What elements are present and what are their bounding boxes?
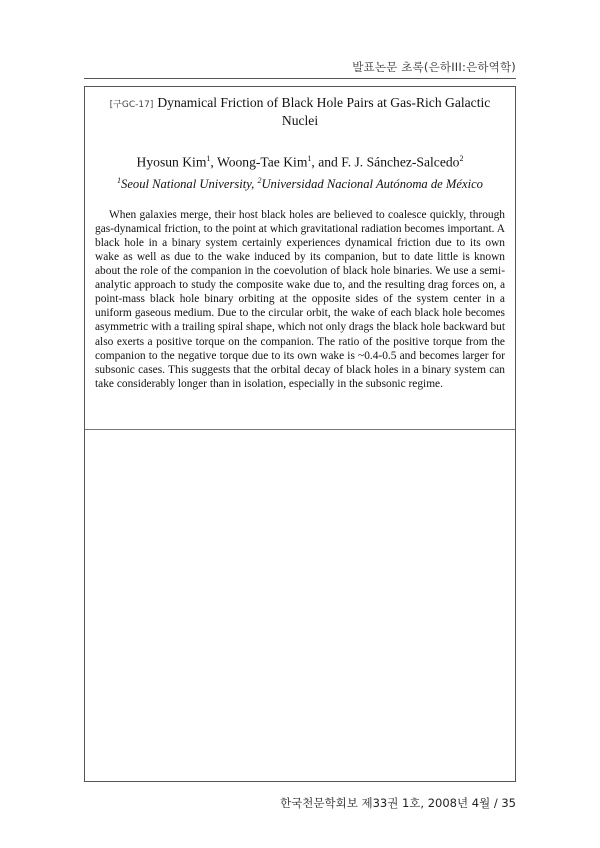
author-separator: , bbox=[210, 154, 217, 170]
affiliation-name: Universidad Nacional Autónoma de México bbox=[261, 176, 483, 191]
author-name: F. J. Sánchez-Salcedo bbox=[341, 154, 460, 170]
title-text: Dynamical Friction of Black Hole Pairs at Gas-Rich Galactic Nuclei bbox=[157, 95, 491, 128]
author-name: Woong-Tae Kim bbox=[216, 154, 308, 170]
affiliation-mark: 1 bbox=[117, 175, 122, 185]
running-head: 발표논문 초록(은하III:은하역학) bbox=[352, 60, 516, 74]
author-affiliation-mark: 1 bbox=[307, 154, 312, 163]
affiliation-mark: 2 bbox=[257, 175, 262, 185]
affiliation-list bbox=[95, 173, 505, 192]
abstract-code: [구GC-17] bbox=[109, 100, 154, 110]
abstract-box bbox=[84, 86, 516, 782]
abstract-title bbox=[95, 95, 505, 129]
affiliation-name: Seoul National University bbox=[121, 176, 252, 191]
author-separator: , and bbox=[311, 154, 342, 170]
author-name: Hyosun Kim bbox=[136, 154, 207, 170]
box-divider bbox=[85, 429, 515, 430]
author-list bbox=[95, 151, 505, 171]
abstract-body: When galaxies merge, their host black holes are believed to coalesce quickly, through gas-dynamical friction, to the point at which gravitational radiation becomes important. A black hole in a binary system certainly experiences dynamical friction due to its own wake as well as due to the wake induced by its companion, but to date little is known about the role of the companion in the coevolution of black hole binaries. We use a semi-analytic approach to study the composite wake due to, and the resulting drag forces on, a point-mass black hole binary orbiting at the opposite sides of the system center in a uniform gaseous medium. Due to the circular orbit, the wake of each black hole becomes asymmetric with a trailing spiral shape, which not only drags the black hole backward but also exerts a positive torque on the companion. The ratio of the positive torque from the companion to the negative torque due to its own wake is ~0.4-0.5 and becomes larger for subsonic cases. This suggests that the orbital decay of black holes in a binary system can take considerably longer than in isolation, especially in the subsonic regime. bbox=[95, 208, 505, 390]
abstract bbox=[95, 95, 505, 402]
author-affiliation-mark: 1 bbox=[206, 154, 211, 163]
header-rule bbox=[84, 78, 516, 79]
page-footer: 한국천문학회보 제33권 1호, 2008년 4월 / 35 bbox=[280, 796, 516, 810]
author-affiliation-mark: 2 bbox=[459, 154, 464, 163]
affiliation-separator: , bbox=[251, 176, 258, 191]
